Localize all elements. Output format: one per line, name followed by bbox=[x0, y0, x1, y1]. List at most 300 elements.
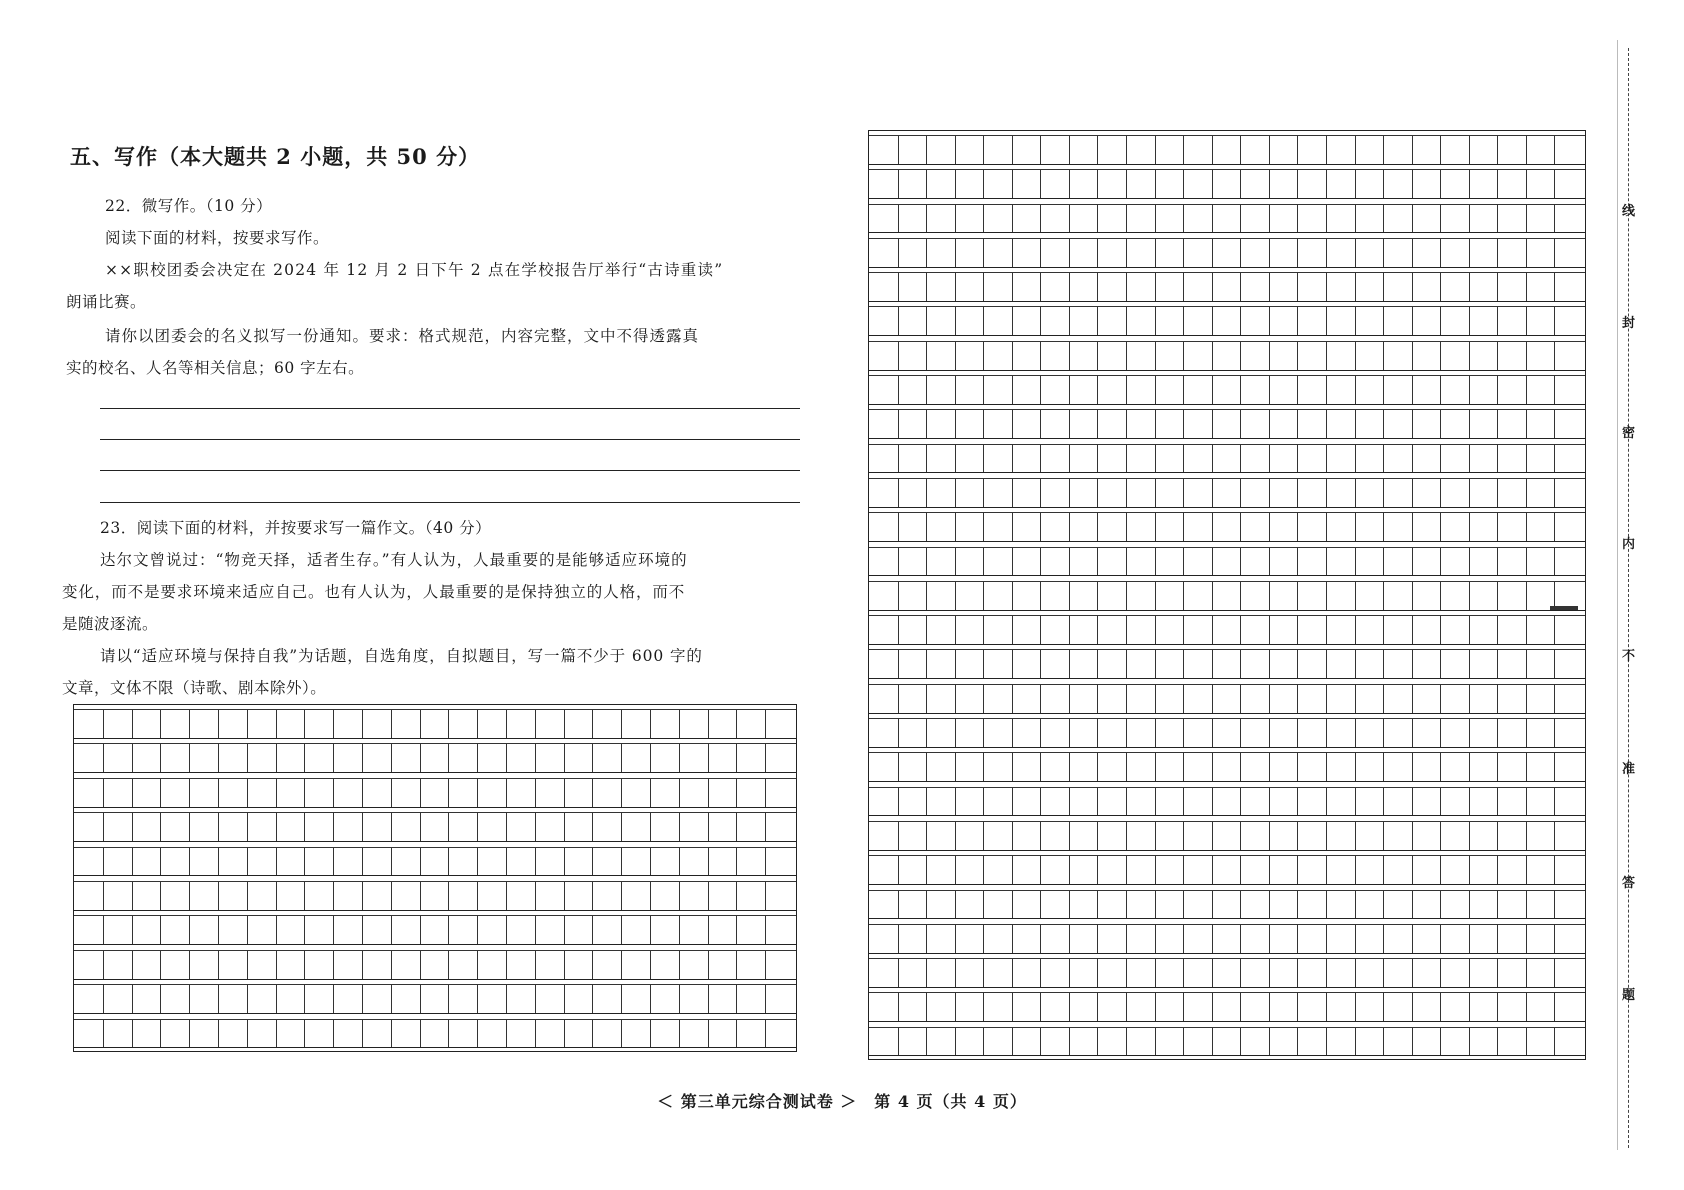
grid-cell-divider bbox=[506, 916, 507, 944]
grid-cell-divider bbox=[736, 848, 737, 876]
grid-cell-divider bbox=[448, 985, 449, 1013]
grid-cell-divider bbox=[926, 410, 927, 438]
grid-cell-divider bbox=[1497, 136, 1498, 164]
grid-cell-divider bbox=[1440, 685, 1441, 713]
grid-cell-divider bbox=[1155, 239, 1156, 267]
grid-cell-divider bbox=[1155, 719, 1156, 747]
grid-cell-divider bbox=[1355, 548, 1356, 576]
binding-edge bbox=[1617, 40, 1618, 1150]
grid-cell-divider bbox=[1440, 205, 1441, 233]
grid-cell-divider bbox=[1469, 239, 1470, 267]
grid-cell-divider bbox=[1469, 1028, 1470, 1056]
grid-cell-divider bbox=[506, 882, 507, 910]
grid-cell-divider bbox=[1355, 788, 1356, 816]
grid-cell-divider bbox=[1412, 307, 1413, 335]
grid-cell-divider bbox=[1240, 1028, 1241, 1056]
grid-cell-divider bbox=[1469, 925, 1470, 953]
grid-cell-divider bbox=[189, 951, 190, 979]
grid-cell-divider bbox=[160, 779, 161, 807]
grid-cell-divider bbox=[1326, 410, 1327, 438]
grid-row bbox=[869, 988, 1585, 1022]
grid-cell-divider bbox=[1040, 993, 1041, 1021]
grid-cell-divider bbox=[1326, 136, 1327, 164]
grid-cell-divider bbox=[189, 710, 190, 738]
grid-cell-divider bbox=[1297, 925, 1298, 953]
grid-cell-divider bbox=[765, 710, 766, 738]
grid-cell-divider bbox=[1326, 616, 1327, 644]
grid-cell-divider bbox=[362, 916, 363, 944]
grid-cell-divider bbox=[736, 813, 737, 841]
grid-cell-divider bbox=[1497, 410, 1498, 438]
grid-row bbox=[869, 337, 1585, 371]
grid-cell-divider bbox=[1012, 753, 1013, 781]
grid-cell-divider bbox=[1069, 685, 1070, 713]
grid-cell-divider bbox=[1440, 548, 1441, 576]
grid-cell-divider bbox=[765, 916, 766, 944]
grid-cell-divider bbox=[276, 916, 277, 944]
grid-cell-divider bbox=[1240, 170, 1241, 198]
grid-cell-divider bbox=[983, 445, 984, 473]
grid-cell-divider bbox=[1097, 479, 1098, 507]
grid-cell-divider bbox=[592, 951, 593, 979]
grid-cell-divider bbox=[955, 548, 956, 576]
answer-line-2[interactable] bbox=[100, 439, 800, 440]
grid-cell-divider bbox=[477, 882, 478, 910]
grid-cell-divider bbox=[1069, 273, 1070, 301]
grid-cell-divider bbox=[1040, 513, 1041, 541]
grid-cell-divider bbox=[1526, 616, 1527, 644]
grid-cell-divider bbox=[103, 882, 104, 910]
grid-cell-divider bbox=[926, 856, 927, 884]
answer-line-4[interactable] bbox=[100, 502, 800, 503]
grid-cell-divider bbox=[1326, 342, 1327, 370]
grid-cell-divider bbox=[420, 813, 421, 841]
grid-cell-divider bbox=[132, 951, 133, 979]
grid-cell-divider bbox=[1012, 685, 1013, 713]
grid-cell-divider bbox=[765, 882, 766, 910]
grid-cell-divider bbox=[926, 548, 927, 576]
grid-cell-divider bbox=[362, 985, 363, 1013]
grid-cell-divider bbox=[955, 891, 956, 919]
page-footer: ＜ 第三单元综合测试卷 ＞ 第 4 页（共 4 页） bbox=[657, 1092, 1027, 1111]
grid-cell-divider bbox=[1269, 548, 1270, 576]
grid-cell-divider bbox=[1069, 616, 1070, 644]
grid-cell-divider bbox=[650, 1020, 651, 1048]
grid-cell-divider bbox=[708, 882, 709, 910]
grid-cell-divider bbox=[1497, 1028, 1498, 1056]
grid-cell-divider bbox=[1355, 856, 1356, 884]
grid-cell-divider bbox=[218, 744, 219, 772]
grid-cell-divider bbox=[132, 882, 133, 910]
grid-cell-divider bbox=[1155, 856, 1156, 884]
grid-cell-divider bbox=[1297, 479, 1298, 507]
grid-cell-divider bbox=[898, 1028, 899, 1056]
grid-cell-divider bbox=[1269, 616, 1270, 644]
grid-cell-divider bbox=[765, 1020, 766, 1048]
grid-cell-divider bbox=[506, 1020, 507, 1048]
grid-cell-divider bbox=[1440, 1028, 1441, 1056]
grid-cell-divider bbox=[506, 813, 507, 841]
grid-cell-divider bbox=[1240, 959, 1241, 987]
grid-cell-divider bbox=[1554, 239, 1555, 267]
grid-cell-divider bbox=[955, 307, 956, 335]
grid-cell-divider bbox=[621, 779, 622, 807]
grid-cell-divider bbox=[1240, 891, 1241, 919]
grid-cell-divider bbox=[1412, 445, 1413, 473]
grid-cell-divider bbox=[1212, 410, 1213, 438]
grid-cell-divider bbox=[1383, 582, 1384, 610]
grid-cell-divider bbox=[1269, 856, 1270, 884]
grid-cell-divider bbox=[1469, 753, 1470, 781]
grid-cell-divider bbox=[1297, 307, 1298, 335]
grid-cell-divider bbox=[1297, 993, 1298, 1021]
grid-cell-divider bbox=[1554, 616, 1555, 644]
grid-cell-divider bbox=[679, 813, 680, 841]
grid-cell-divider bbox=[1212, 445, 1213, 473]
grid-cell-divider bbox=[1012, 376, 1013, 404]
grid-cell-divider bbox=[765, 848, 766, 876]
grid-cell-divider bbox=[304, 848, 305, 876]
grid-row bbox=[74, 843, 796, 877]
grid-cell-divider bbox=[1554, 445, 1555, 473]
grid-cell-divider bbox=[1069, 548, 1070, 576]
grid-cell-divider bbox=[621, 848, 622, 876]
grid-cell-divider bbox=[1269, 342, 1270, 370]
grid-cell-divider bbox=[1469, 479, 1470, 507]
grid-cell-divider bbox=[132, 1020, 133, 1048]
grid-cell-divider bbox=[1297, 239, 1298, 267]
grid-cell-divider bbox=[1212, 719, 1213, 747]
grid-cell-divider bbox=[1126, 719, 1127, 747]
grid-cell-divider bbox=[1326, 239, 1327, 267]
grid-cell-divider bbox=[1440, 239, 1441, 267]
grid-cell-divider bbox=[1383, 822, 1384, 850]
grid-cell-divider bbox=[1240, 273, 1241, 301]
grid-cell-divider bbox=[564, 744, 565, 772]
grid-cell-divider bbox=[898, 753, 899, 781]
grid-cell-divider bbox=[1355, 959, 1356, 987]
grid-cell-divider bbox=[898, 513, 899, 541]
grid-cell-divider bbox=[1212, 205, 1213, 233]
grid-cell-divider bbox=[1097, 891, 1098, 919]
grid-cell-divider bbox=[1297, 136, 1298, 164]
grid-cell-divider bbox=[1554, 959, 1555, 987]
grid-cell-divider bbox=[103, 779, 104, 807]
grid-cell-divider bbox=[1326, 959, 1327, 987]
grid-cell-divider bbox=[1240, 788, 1241, 816]
grid-cell-divider bbox=[1212, 170, 1213, 198]
grid-cell-divider bbox=[1497, 479, 1498, 507]
grid-cell-divider bbox=[1069, 925, 1070, 953]
grid-cell-divider bbox=[983, 479, 984, 507]
grid-cell-divider bbox=[1269, 822, 1270, 850]
margin-label-1: 线 bbox=[1622, 204, 1636, 219]
grid-cell-divider bbox=[132, 985, 133, 1013]
grid-cell-divider bbox=[1383, 239, 1384, 267]
grid-cell-divider bbox=[1012, 1028, 1013, 1056]
grid-cell-divider bbox=[1412, 376, 1413, 404]
grid-cell-divider bbox=[1383, 925, 1384, 953]
grid-cell-divider bbox=[1355, 342, 1356, 370]
grid-cell-divider bbox=[1497, 513, 1498, 541]
grid-cell-divider bbox=[1383, 170, 1384, 198]
grid-cell-divider bbox=[1126, 1028, 1127, 1056]
grid-cell-divider bbox=[132, 848, 133, 876]
grid-cell-divider bbox=[1212, 376, 1213, 404]
grid-cell-divider bbox=[477, 710, 478, 738]
grid-cell-divider bbox=[1554, 753, 1555, 781]
grid-cell-divider bbox=[1269, 1028, 1270, 1056]
grid-cell-divider bbox=[898, 582, 899, 610]
grid-cell-divider bbox=[1412, 753, 1413, 781]
grid-cell-divider bbox=[506, 951, 507, 979]
grid-cell-divider bbox=[1412, 925, 1413, 953]
grid-cell-divider bbox=[1297, 616, 1298, 644]
grid-cell-divider bbox=[1183, 445, 1184, 473]
grid-cell-divider bbox=[592, 848, 593, 876]
grid-cell-divider bbox=[1069, 307, 1070, 335]
grid-cell-divider bbox=[898, 548, 899, 576]
grid-cell-divider bbox=[592, 744, 593, 772]
grid-cell-divider bbox=[1212, 548, 1213, 576]
grid-cell-divider bbox=[1355, 891, 1356, 919]
grid-cell-divider bbox=[1355, 616, 1356, 644]
grid-cell-divider bbox=[1326, 548, 1327, 576]
grid-cell-divider bbox=[1497, 239, 1498, 267]
grid-cell-divider bbox=[304, 951, 305, 979]
grid-cell-divider bbox=[1526, 753, 1527, 781]
grid-cell-divider bbox=[420, 916, 421, 944]
grid-cell-divider bbox=[1269, 891, 1270, 919]
grid-row bbox=[74, 739, 796, 773]
margin-label-5: 不 bbox=[1622, 649, 1636, 664]
grid-cell-divider bbox=[1355, 650, 1356, 678]
grid-cell-divider bbox=[1212, 136, 1213, 164]
grid-cell-divider bbox=[1240, 753, 1241, 781]
grid-cell-divider bbox=[1383, 136, 1384, 164]
grid-cell-divider bbox=[1554, 136, 1555, 164]
grid-cell-divider bbox=[898, 959, 899, 987]
grid-cell-divider bbox=[304, 916, 305, 944]
grid-cell-divider bbox=[679, 710, 680, 738]
grid-row bbox=[869, 783, 1585, 817]
grid-cell-divider bbox=[535, 848, 536, 876]
grid-cell-divider bbox=[1240, 239, 1241, 267]
grid-row bbox=[74, 911, 796, 945]
grid-cell-divider bbox=[592, 710, 593, 738]
grid-cell-divider bbox=[1126, 410, 1127, 438]
grid-row bbox=[869, 851, 1585, 885]
grid-cell-divider bbox=[1383, 479, 1384, 507]
grid-cell-divider bbox=[132, 813, 133, 841]
grid-cell-divider bbox=[621, 985, 622, 1013]
grid-cell-divider bbox=[983, 650, 984, 678]
grid-cell-divider bbox=[1240, 650, 1241, 678]
grid-cell-divider bbox=[1412, 513, 1413, 541]
grid-cell-divider bbox=[1355, 479, 1356, 507]
grid-cell-divider bbox=[247, 916, 248, 944]
grid-cell-divider bbox=[955, 959, 956, 987]
grid-cell-divider bbox=[506, 848, 507, 876]
grid-cell-divider bbox=[1412, 136, 1413, 164]
grid-cell-divider bbox=[535, 779, 536, 807]
grid-row bbox=[869, 165, 1585, 199]
grid-cell-divider bbox=[736, 882, 737, 910]
grid-cell-divider bbox=[650, 916, 651, 944]
grid-cell-divider bbox=[592, 779, 593, 807]
grid-cell-divider bbox=[1126, 753, 1127, 781]
grid-cell-divider bbox=[1326, 479, 1327, 507]
grid-cell-divider bbox=[1126, 136, 1127, 164]
grid-cell-divider bbox=[708, 951, 709, 979]
grid-cell-divider bbox=[132, 916, 133, 944]
grid-cell-divider bbox=[955, 925, 956, 953]
grid-cell-divider bbox=[1155, 753, 1156, 781]
grid-cell-divider bbox=[1526, 650, 1527, 678]
grid-cell-divider bbox=[1497, 650, 1498, 678]
grid-cell-divider bbox=[1440, 959, 1441, 987]
grid-cell-divider bbox=[1240, 136, 1241, 164]
grid-row bbox=[869, 371, 1585, 405]
grid-cell-divider bbox=[1069, 1028, 1070, 1056]
grid-cell-divider bbox=[1183, 136, 1184, 164]
grid-cell-divider bbox=[1526, 685, 1527, 713]
margin-label-3: 密 bbox=[1622, 426, 1636, 441]
grid-cell-divider bbox=[926, 342, 927, 370]
grid-cell-divider bbox=[1554, 479, 1555, 507]
grid-cell-divider bbox=[1355, 993, 1356, 1021]
grid-cell-divider bbox=[1040, 170, 1041, 198]
grid-cell-divider bbox=[1440, 719, 1441, 747]
grid-cell-divider bbox=[926, 170, 927, 198]
grid-cell-divider bbox=[160, 985, 161, 1013]
q23-heading: 23．阅读下面的材料，并按要求写一篇作文。（40 分） bbox=[100, 519, 492, 537]
grid-cell-divider bbox=[765, 951, 766, 979]
grid-cell-divider bbox=[391, 779, 392, 807]
essay-grid-left[interactable] bbox=[73, 704, 797, 1052]
grid-row bbox=[869, 748, 1585, 782]
grid-cell-divider bbox=[1240, 993, 1241, 1021]
grid-cell-divider bbox=[955, 273, 956, 301]
grid-cell-divider bbox=[1012, 170, 1013, 198]
grid-cell-divider bbox=[506, 710, 507, 738]
grid-cell-divider bbox=[650, 710, 651, 738]
grid-cell-divider bbox=[708, 744, 709, 772]
grid-cell-divider bbox=[898, 239, 899, 267]
answer-line-3[interactable] bbox=[100, 470, 800, 471]
grid-cell-divider bbox=[1097, 753, 1098, 781]
grid-cell-divider bbox=[535, 882, 536, 910]
grid-cell-divider bbox=[506, 779, 507, 807]
grid-cell-divider bbox=[1355, 410, 1356, 438]
grid-cell-divider bbox=[247, 813, 248, 841]
grid-cell-divider bbox=[1440, 513, 1441, 541]
grid-cell-divider bbox=[1240, 548, 1241, 576]
grid-cell-divider bbox=[1183, 925, 1184, 953]
grid-cell-divider bbox=[247, 985, 248, 1013]
grid-cell-divider bbox=[898, 685, 899, 713]
grid-cell-divider bbox=[1097, 410, 1098, 438]
grid-cell-divider bbox=[160, 1020, 161, 1048]
grid-cell-divider bbox=[1155, 788, 1156, 816]
grid-cell-divider bbox=[218, 882, 219, 910]
grid-cell-divider bbox=[1212, 616, 1213, 644]
grid-cell-divider bbox=[391, 951, 392, 979]
answer-line-1[interactable] bbox=[100, 408, 800, 409]
grid-cell-divider bbox=[1069, 376, 1070, 404]
grid-cell-divider bbox=[247, 779, 248, 807]
grid-cell-divider bbox=[448, 779, 449, 807]
grid-cell-divider bbox=[1069, 993, 1070, 1021]
grid-cell-divider bbox=[1383, 719, 1384, 747]
grid-cell-divider bbox=[1469, 788, 1470, 816]
grid-cell-divider bbox=[160, 848, 161, 876]
grid-cell-divider bbox=[1297, 582, 1298, 610]
grid-cell-divider bbox=[1212, 788, 1213, 816]
grid-cell-divider bbox=[708, 916, 709, 944]
grid-cell-divider bbox=[189, 985, 190, 1013]
grid-cell-divider bbox=[983, 548, 984, 576]
grid-cell-divider bbox=[362, 882, 363, 910]
grid-cell-divider bbox=[1497, 170, 1498, 198]
grid-cell-divider bbox=[535, 813, 536, 841]
grid-cell-divider bbox=[1097, 307, 1098, 335]
q23-material-line1: 达尔文曾说过：“物竞天择，适者生存。”有人认为，人最重要的是能够适应环境的 bbox=[100, 551, 688, 569]
grid-cell-divider bbox=[1554, 410, 1555, 438]
grid-cell-divider bbox=[650, 744, 651, 772]
grid-cell-divider bbox=[983, 170, 984, 198]
grid-cell-divider bbox=[1326, 513, 1327, 541]
grid-cell-divider bbox=[247, 848, 248, 876]
grid-cell-divider bbox=[1240, 582, 1241, 610]
grid-cell-divider bbox=[448, 744, 449, 772]
essay-grid-right[interactable] bbox=[868, 130, 1586, 1060]
grid-cell-divider bbox=[1040, 685, 1041, 713]
grid-cell-divider bbox=[1269, 239, 1270, 267]
grid-cell-divider bbox=[1212, 925, 1213, 953]
grid-cell-divider bbox=[477, 848, 478, 876]
grid-cell-divider bbox=[1469, 582, 1470, 610]
grid-cell-divider bbox=[1326, 925, 1327, 953]
grid-cell-divider bbox=[564, 710, 565, 738]
grid-cell-divider bbox=[391, 744, 392, 772]
grid-cell-divider bbox=[1040, 822, 1041, 850]
grid-cell-divider bbox=[1469, 445, 1470, 473]
grid-cell-divider bbox=[362, 744, 363, 772]
grid-cell-divider bbox=[1497, 273, 1498, 301]
grid-cell-divider bbox=[592, 916, 593, 944]
grid-cell-divider bbox=[1212, 582, 1213, 610]
grid-cell-divider bbox=[1554, 205, 1555, 233]
grid-cell-divider bbox=[218, 710, 219, 738]
grid-row bbox=[869, 886, 1585, 920]
grid-cell-divider bbox=[1012, 513, 1013, 541]
grid-cell-divider bbox=[276, 744, 277, 772]
grid-cell-divider bbox=[736, 710, 737, 738]
grid-cell-divider bbox=[1412, 1028, 1413, 1056]
grid-cell-divider bbox=[1469, 650, 1470, 678]
grid-cell-divider bbox=[1155, 685, 1156, 713]
grid-cell-divider bbox=[1412, 822, 1413, 850]
grid-cell-divider bbox=[1126, 205, 1127, 233]
grid-cell-divider bbox=[1412, 479, 1413, 507]
grid-cell-divider bbox=[1469, 410, 1470, 438]
grid-cell-divider bbox=[1269, 753, 1270, 781]
grid-cell-divider bbox=[983, 822, 984, 850]
grid-cell-divider bbox=[983, 239, 984, 267]
grid-cell-divider bbox=[1040, 273, 1041, 301]
grid-cell-divider bbox=[333, 744, 334, 772]
